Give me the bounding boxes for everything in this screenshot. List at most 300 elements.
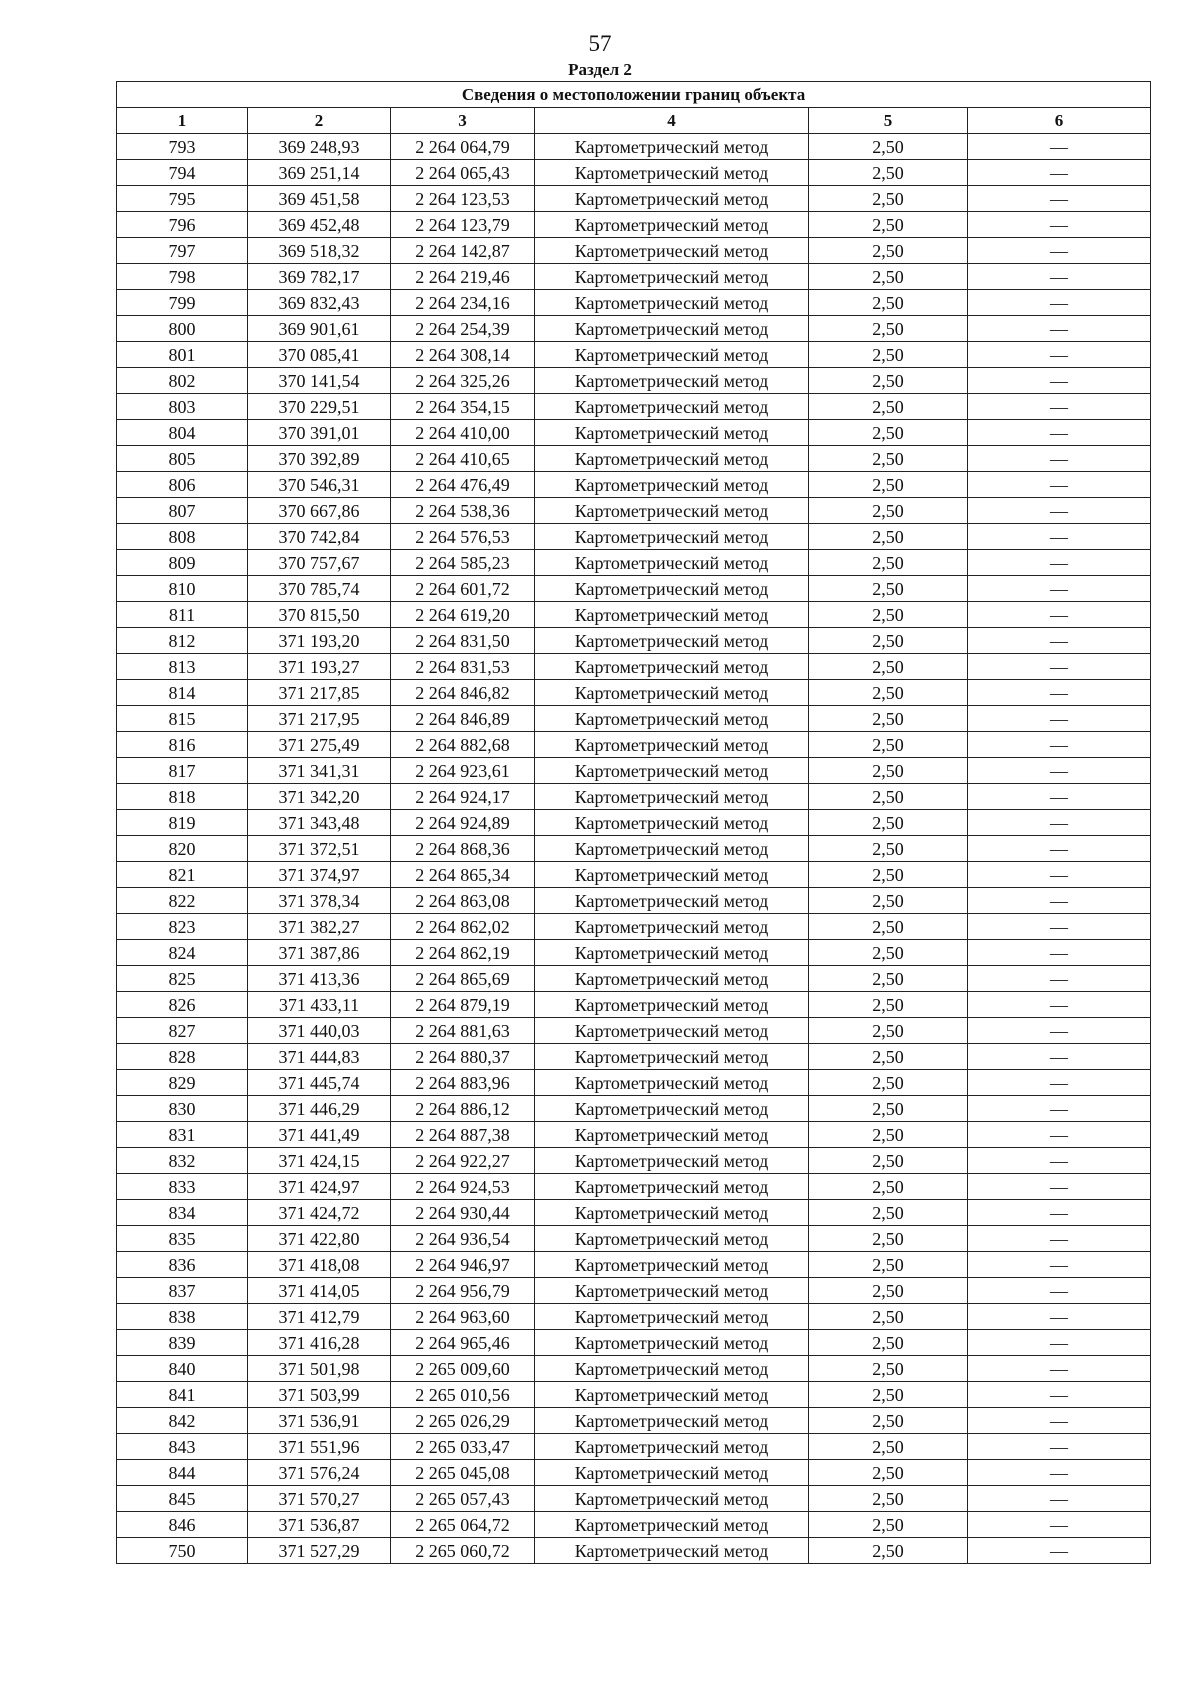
x-coordinate-cell: 371 193,20 — [248, 628, 391, 654]
accuracy-cell: 2,50 — [809, 212, 968, 238]
accuracy-cell: 2,50 — [809, 1070, 968, 1096]
point-number-cell: 803 — [117, 394, 248, 420]
accuracy-cell: 2,50 — [809, 1330, 968, 1356]
method-cell: Картометрический метод — [535, 1200, 809, 1226]
y-coordinate-cell: 2 264 956,79 — [391, 1278, 535, 1304]
method-cell: Картометрический метод — [535, 1538, 809, 1564]
point-number-cell: 835 — [117, 1226, 248, 1252]
table-row — [117, 1512, 1151, 1538]
accuracy-cell: 2,50 — [809, 550, 968, 576]
accuracy-cell: 2,50 — [809, 1408, 968, 1434]
description-cell: — — [968, 316, 1151, 342]
y-coordinate-cell: 2 264 325,26 — [391, 368, 535, 394]
point-number-cell: 793 — [117, 134, 248, 160]
x-coordinate-cell: 371 424,97 — [248, 1174, 391, 1200]
description-cell: — — [968, 1122, 1151, 1148]
point-number-cell: 796 — [117, 212, 248, 238]
point-number-cell: 797 — [117, 238, 248, 264]
accuracy-cell: 2,50 — [809, 1486, 968, 1512]
point-number-cell: 814 — [117, 680, 248, 706]
x-coordinate-cell: 369 248,93 — [248, 134, 391, 160]
x-coordinate-cell: 371 440,03 — [248, 1018, 391, 1044]
description-cell: — — [968, 602, 1151, 628]
table-row — [117, 758, 1151, 784]
x-coordinate-cell: 371 413,36 — [248, 966, 391, 992]
y-coordinate-cell: 2 264 865,34 — [391, 862, 535, 888]
table-row — [117, 498, 1151, 524]
x-coordinate-cell: 370 667,86 — [248, 498, 391, 524]
table-row — [117, 160, 1151, 186]
description-cell: — — [968, 1460, 1151, 1486]
point-number-cell: 834 — [117, 1200, 248, 1226]
description-cell: — — [968, 784, 1151, 810]
method-cell: Картометрический метод — [535, 680, 809, 706]
table-row — [117, 914, 1151, 940]
table-row — [117, 550, 1151, 576]
description-cell: — — [968, 732, 1151, 758]
point-number-cell: 842 — [117, 1408, 248, 1434]
table-row — [117, 1538, 1151, 1564]
x-coordinate-cell: 370 815,50 — [248, 602, 391, 628]
table-row — [117, 1486, 1151, 1512]
y-coordinate-cell: 2 264 946,97 — [391, 1252, 535, 1278]
description-cell: — — [968, 836, 1151, 862]
x-coordinate-cell: 371 536,91 — [248, 1408, 391, 1434]
description-cell: — — [968, 1252, 1151, 1278]
description-cell: — — [968, 1538, 1151, 1564]
accuracy-cell: 2,50 — [809, 1512, 968, 1538]
method-cell: Картометрический метод — [535, 628, 809, 654]
x-coordinate-cell: 370 391,01 — [248, 420, 391, 446]
accuracy-cell: 2,50 — [809, 1226, 968, 1252]
method-cell: Картометрический метод — [535, 836, 809, 862]
y-coordinate-cell: 2 265 009,60 — [391, 1356, 535, 1382]
y-coordinate-cell: 2 264 863,08 — [391, 888, 535, 914]
table-row — [117, 1226, 1151, 1252]
description-cell: — — [968, 186, 1151, 212]
x-coordinate-cell: 371 416,28 — [248, 1330, 391, 1356]
point-number-cell: 810 — [117, 576, 248, 602]
method-cell: Картометрический метод — [535, 654, 809, 680]
accuracy-cell: 2,50 — [809, 1148, 968, 1174]
point-number-cell: 846 — [117, 1512, 248, 1538]
x-coordinate-cell: 371 446,29 — [248, 1096, 391, 1122]
description-cell: — — [968, 1148, 1151, 1174]
method-cell: Картометрический метод — [535, 160, 809, 186]
method-cell: Картометрический метод — [535, 186, 809, 212]
table-row — [117, 1304, 1151, 1330]
method-cell: Картометрический метод — [535, 1512, 809, 1538]
x-coordinate-cell: 369 251,14 — [248, 160, 391, 186]
x-coordinate-cell: 369 901,61 — [248, 316, 391, 342]
point-number-cell: 818 — [117, 784, 248, 810]
point-number-cell: 808 — [117, 524, 248, 550]
accuracy-cell: 2,50 — [809, 1356, 968, 1382]
x-coordinate-cell: 371 536,87 — [248, 1512, 391, 1538]
description-cell: — — [968, 706, 1151, 732]
description-cell: — — [968, 134, 1151, 160]
accuracy-cell: 2,50 — [809, 1304, 968, 1330]
x-coordinate-cell: 370 141,54 — [248, 368, 391, 394]
description-cell: — — [968, 1044, 1151, 1070]
method-cell: Картометрический метод — [535, 1356, 809, 1382]
y-coordinate-cell: 2 264 862,02 — [391, 914, 535, 940]
column-header: 3 — [391, 108, 535, 134]
method-cell: Картометрический метод — [535, 1096, 809, 1122]
accuracy-cell: 2,50 — [809, 862, 968, 888]
method-cell: Картометрический метод — [535, 446, 809, 472]
y-coordinate-cell: 2 264 142,87 — [391, 238, 535, 264]
y-coordinate-cell: 2 264 619,20 — [391, 602, 535, 628]
y-coordinate-cell: 2 264 924,17 — [391, 784, 535, 810]
boundary-coordinates-table — [116, 81, 1151, 1564]
method-cell: Картометрический метод — [535, 966, 809, 992]
table-row — [117, 680, 1151, 706]
method-cell: Картометрический метод — [535, 524, 809, 550]
table-row — [117, 576, 1151, 602]
accuracy-cell: 2,50 — [809, 1018, 968, 1044]
description-cell: — — [968, 1356, 1151, 1382]
accuracy-cell: 2,50 — [809, 1252, 968, 1278]
x-coordinate-cell: 371 387,86 — [248, 940, 391, 966]
y-coordinate-cell: 2 264 308,14 — [391, 342, 535, 368]
description-cell: — — [968, 1018, 1151, 1044]
method-cell: Картометрический метод — [535, 732, 809, 758]
description-cell: — — [968, 290, 1151, 316]
table-row — [117, 212, 1151, 238]
point-number-cell: 802 — [117, 368, 248, 394]
y-coordinate-cell: 2 265 010,56 — [391, 1382, 535, 1408]
point-number-cell: 799 — [117, 290, 248, 316]
accuracy-cell: 2,50 — [809, 784, 968, 810]
table-row — [117, 394, 1151, 420]
point-number-cell: 823 — [117, 914, 248, 940]
x-coordinate-cell: 371 444,83 — [248, 1044, 391, 1070]
accuracy-cell: 2,50 — [809, 472, 968, 498]
method-cell: Картометрический метод — [535, 264, 809, 290]
y-coordinate-cell: 2 264 410,00 — [391, 420, 535, 446]
description-cell: — — [968, 888, 1151, 914]
point-number-cell: 827 — [117, 1018, 248, 1044]
description-cell: — — [968, 576, 1151, 602]
x-coordinate-cell: 370 757,67 — [248, 550, 391, 576]
table-row — [117, 888, 1151, 914]
y-coordinate-cell: 2 265 060,72 — [391, 1538, 535, 1564]
description-cell: — — [968, 446, 1151, 472]
column-header: 4 — [535, 108, 809, 134]
method-cell: Картометрический метод — [535, 1304, 809, 1330]
y-coordinate-cell: 2 264 123,79 — [391, 212, 535, 238]
y-coordinate-cell: 2 264 923,61 — [391, 758, 535, 784]
point-number-cell: 840 — [117, 1356, 248, 1382]
table-caption: Сведения о местоположении границ объекта — [117, 82, 1151, 108]
table-row — [117, 654, 1151, 680]
y-coordinate-cell: 2 264 879,19 — [391, 992, 535, 1018]
point-number-cell: 807 — [117, 498, 248, 524]
accuracy-cell: 2,50 — [809, 576, 968, 602]
table-row — [117, 1330, 1151, 1356]
method-cell: Картометрический метод — [535, 784, 809, 810]
table-row — [117, 836, 1151, 862]
x-coordinate-cell: 371 372,51 — [248, 836, 391, 862]
x-coordinate-cell: 371 422,80 — [248, 1226, 391, 1252]
point-number-cell: 836 — [117, 1252, 248, 1278]
method-cell: Картометрический метод — [535, 1174, 809, 1200]
point-number-cell: 825 — [117, 966, 248, 992]
x-coordinate-cell: 370 742,84 — [248, 524, 391, 550]
description-cell: — — [968, 1096, 1151, 1122]
method-cell: Картометрический метод — [535, 706, 809, 732]
x-coordinate-cell: 371 378,34 — [248, 888, 391, 914]
method-cell: Картометрический метод — [535, 1070, 809, 1096]
accuracy-cell: 2,50 — [809, 316, 968, 342]
accuracy-cell: 2,50 — [809, 602, 968, 628]
y-coordinate-cell: 2 264 846,82 — [391, 680, 535, 706]
table-row — [117, 1278, 1151, 1304]
point-number-cell: 815 — [117, 706, 248, 732]
description-cell: — — [968, 680, 1151, 706]
method-cell: Картометрический метод — [535, 1122, 809, 1148]
point-number-cell: 821 — [117, 862, 248, 888]
x-coordinate-cell: 370 785,74 — [248, 576, 391, 602]
y-coordinate-cell: 2 264 601,72 — [391, 576, 535, 602]
accuracy-cell: 2,50 — [809, 160, 968, 186]
y-coordinate-cell: 2 264 254,39 — [391, 316, 535, 342]
x-coordinate-cell: 369 452,48 — [248, 212, 391, 238]
accuracy-cell: 2,50 — [809, 732, 968, 758]
table-row — [117, 940, 1151, 966]
method-cell: Картометрический метод — [535, 992, 809, 1018]
description-cell: — — [968, 1070, 1151, 1096]
method-cell: Картометрический метод — [535, 472, 809, 498]
method-cell: Картометрический метод — [535, 888, 809, 914]
y-coordinate-cell: 2 265 045,08 — [391, 1460, 535, 1486]
accuracy-cell: 2,50 — [809, 914, 968, 940]
description-cell: — — [968, 264, 1151, 290]
y-coordinate-cell: 2 264 585,23 — [391, 550, 535, 576]
method-cell: Картометрический метод — [535, 1044, 809, 1070]
table-row — [117, 862, 1151, 888]
method-cell: Картометрический метод — [535, 602, 809, 628]
table-row — [117, 446, 1151, 472]
point-number-cell: 838 — [117, 1304, 248, 1330]
x-coordinate-cell: 371 551,96 — [248, 1434, 391, 1460]
y-coordinate-cell: 2 264 123,53 — [391, 186, 535, 212]
accuracy-cell: 2,50 — [809, 836, 968, 862]
point-number-cell: 801 — [117, 342, 248, 368]
accuracy-cell: 2,50 — [809, 940, 968, 966]
point-number-cell: 844 — [117, 1460, 248, 1486]
method-cell: Картометрический метод — [535, 316, 809, 342]
y-coordinate-cell: 2 265 033,47 — [391, 1434, 535, 1460]
x-coordinate-cell: 369 832,43 — [248, 290, 391, 316]
y-coordinate-cell: 2 264 924,89 — [391, 810, 535, 836]
y-coordinate-cell: 2 264 538,36 — [391, 498, 535, 524]
description-cell: — — [968, 368, 1151, 394]
method-cell: Картометрический метод — [535, 1460, 809, 1486]
column-header: 5 — [809, 108, 968, 134]
accuracy-cell: 2,50 — [809, 706, 968, 732]
y-coordinate-cell: 2 264 886,12 — [391, 1096, 535, 1122]
x-coordinate-cell: 371 217,95 — [248, 706, 391, 732]
description-cell: — — [968, 238, 1151, 264]
x-coordinate-cell: 371 414,05 — [248, 1278, 391, 1304]
point-number-cell: 839 — [117, 1330, 248, 1356]
x-coordinate-cell: 369 451,58 — [248, 186, 391, 212]
accuracy-cell: 2,50 — [809, 1174, 968, 1200]
x-coordinate-cell: 371 503,99 — [248, 1382, 391, 1408]
y-coordinate-cell: 2 264 576,53 — [391, 524, 535, 550]
description-cell: — — [968, 498, 1151, 524]
table-row — [117, 1122, 1151, 1148]
point-number-cell: 816 — [117, 732, 248, 758]
method-cell: Картометрический метод — [535, 758, 809, 784]
y-coordinate-cell: 2 264 831,50 — [391, 628, 535, 654]
table-row — [117, 238, 1151, 264]
y-coordinate-cell: 2 264 922,27 — [391, 1148, 535, 1174]
table-row — [117, 420, 1151, 446]
point-number-cell: 843 — [117, 1434, 248, 1460]
method-cell: Картометрический метод — [535, 1278, 809, 1304]
point-number-cell: 794 — [117, 160, 248, 186]
accuracy-cell: 2,50 — [809, 1200, 968, 1226]
accuracy-cell: 2,50 — [809, 1096, 968, 1122]
x-coordinate-cell: 371 418,08 — [248, 1252, 391, 1278]
y-coordinate-cell: 2 264 219,46 — [391, 264, 535, 290]
table-row — [117, 628, 1151, 654]
y-coordinate-cell: 2 264 065,43 — [391, 160, 535, 186]
description-cell: — — [968, 862, 1151, 888]
y-coordinate-cell: 2 264 963,60 — [391, 1304, 535, 1330]
point-number-cell: 750 — [117, 1538, 248, 1564]
point-number-cell: 824 — [117, 940, 248, 966]
x-coordinate-cell: 371 193,27 — [248, 654, 391, 680]
table-row — [117, 1252, 1151, 1278]
method-cell: Картометрический метод — [535, 238, 809, 264]
x-coordinate-cell: 371 374,97 — [248, 862, 391, 888]
accuracy-cell: 2,50 — [809, 1538, 968, 1564]
point-number-cell: 822 — [117, 888, 248, 914]
x-coordinate-cell: 371 570,27 — [248, 1486, 391, 1512]
table-body — [117, 134, 1151, 1564]
point-number-cell: 826 — [117, 992, 248, 1018]
accuracy-cell: 2,50 — [809, 1460, 968, 1486]
description-cell: — — [968, 524, 1151, 550]
description-cell: — — [968, 992, 1151, 1018]
x-coordinate-cell: 371 501,98 — [248, 1356, 391, 1382]
method-cell: Картометрический метод — [535, 1252, 809, 1278]
section-title: Раздел 2 — [568, 60, 632, 79]
method-cell: Картометрический метод — [535, 1330, 809, 1356]
accuracy-cell: 2,50 — [809, 758, 968, 784]
x-coordinate-cell: 371 576,24 — [248, 1460, 391, 1486]
description-cell: — — [968, 342, 1151, 368]
point-number-cell: 817 — [117, 758, 248, 784]
description-cell: — — [968, 160, 1151, 186]
method-cell: Картометрический метод — [535, 550, 809, 576]
accuracy-cell: 2,50 — [809, 134, 968, 160]
point-number-cell: 795 — [117, 186, 248, 212]
y-coordinate-cell: 2 264 831,53 — [391, 654, 535, 680]
y-coordinate-cell: 2 264 883,96 — [391, 1070, 535, 1096]
point-number-cell: 830 — [117, 1096, 248, 1122]
y-coordinate-cell: 2 264 354,15 — [391, 394, 535, 420]
x-coordinate-cell: 371 342,20 — [248, 784, 391, 810]
table-row — [117, 1174, 1151, 1200]
page-number: 57 — [588, 31, 612, 56]
description-cell: — — [968, 810, 1151, 836]
y-coordinate-cell: 2 264 862,19 — [391, 940, 535, 966]
x-coordinate-cell: 371 527,29 — [248, 1538, 391, 1564]
table-row — [117, 1200, 1151, 1226]
y-coordinate-cell: 2 264 936,54 — [391, 1226, 535, 1252]
description-cell: — — [968, 394, 1151, 420]
description-cell: — — [968, 420, 1151, 446]
point-number-cell: 800 — [117, 316, 248, 342]
method-cell: Картометрический метод — [535, 1434, 809, 1460]
description-cell: — — [968, 1330, 1151, 1356]
y-coordinate-cell: 2 264 064,79 — [391, 134, 535, 160]
table-row — [117, 472, 1151, 498]
table-row — [117, 134, 1151, 160]
table-row — [117, 1018, 1151, 1044]
method-cell: Картометрический метод — [535, 576, 809, 602]
accuracy-cell: 2,50 — [809, 810, 968, 836]
y-coordinate-cell: 2 264 880,37 — [391, 1044, 535, 1070]
point-number-cell: 805 — [117, 446, 248, 472]
table-row — [117, 810, 1151, 836]
y-coordinate-cell: 2 264 930,44 — [391, 1200, 535, 1226]
accuracy-cell: 2,50 — [809, 1122, 968, 1148]
x-coordinate-cell: 371 445,74 — [248, 1070, 391, 1096]
accuracy-cell: 2,50 — [809, 966, 968, 992]
point-number-cell: 812 — [117, 628, 248, 654]
x-coordinate-cell: 371 382,27 — [248, 914, 391, 940]
description-cell: — — [968, 628, 1151, 654]
point-number-cell: 845 — [117, 1486, 248, 1512]
description-cell: — — [968, 1486, 1151, 1512]
accuracy-cell: 2,50 — [809, 654, 968, 680]
description-cell: — — [968, 940, 1151, 966]
column-header: 2 — [248, 108, 391, 134]
point-number-cell: 828 — [117, 1044, 248, 1070]
method-cell: Картометрический метод — [535, 368, 809, 394]
table-row — [117, 1096, 1151, 1122]
x-coordinate-cell: 371 424,15 — [248, 1148, 391, 1174]
table-row — [117, 1356, 1151, 1382]
description-cell: — — [968, 1278, 1151, 1304]
description-cell: — — [968, 654, 1151, 680]
accuracy-cell: 2,50 — [809, 498, 968, 524]
column-number-row — [117, 108, 1151, 134]
method-cell: Картометрический метод — [535, 498, 809, 524]
method-cell: Картометрический метод — [535, 290, 809, 316]
column-header: 6 — [968, 108, 1151, 134]
method-cell: Картометрический метод — [535, 134, 809, 160]
y-coordinate-cell: 2 264 234,16 — [391, 290, 535, 316]
description-cell: — — [968, 1200, 1151, 1226]
description-cell: — — [968, 1382, 1151, 1408]
y-coordinate-cell: 2 265 026,29 — [391, 1408, 535, 1434]
accuracy-cell: 2,50 — [809, 888, 968, 914]
point-number-cell: 841 — [117, 1382, 248, 1408]
accuracy-cell: 2,50 — [809, 1382, 968, 1408]
y-coordinate-cell: 2 264 965,46 — [391, 1330, 535, 1356]
x-coordinate-cell: 371 424,72 — [248, 1200, 391, 1226]
table-row — [117, 1148, 1151, 1174]
table-row — [117, 290, 1151, 316]
description-cell: — — [968, 472, 1151, 498]
